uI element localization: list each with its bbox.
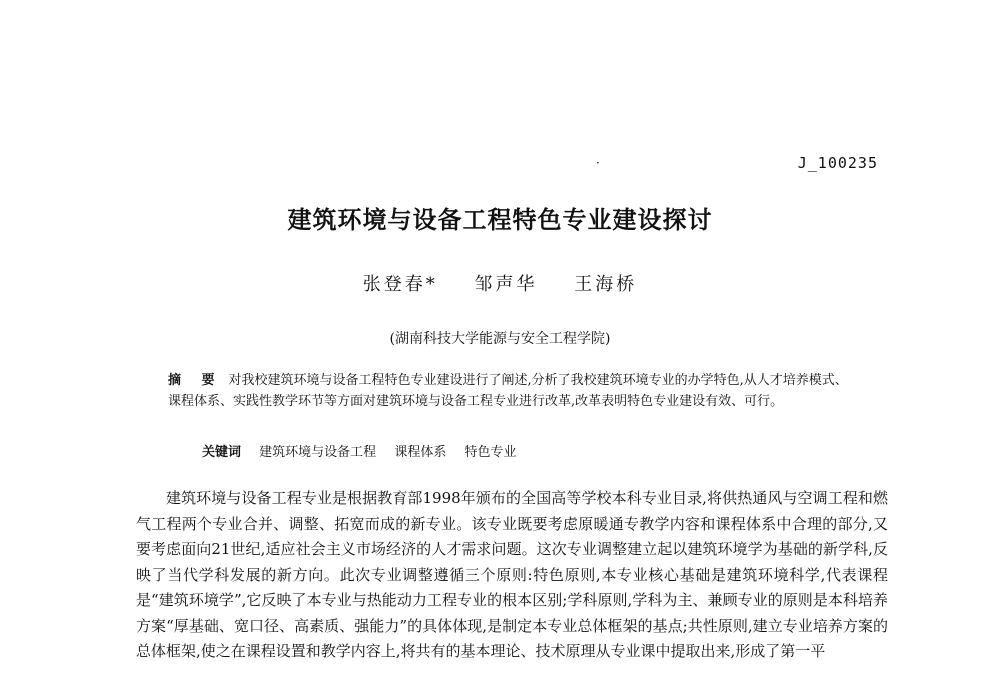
scan-dot: · — [596, 156, 600, 170]
keyword-2: 课程体系 — [394, 445, 447, 460]
author-1: 张登春* — [362, 274, 438, 295]
body-paragraph: 建筑环境与设备工程专业是根据教育部1998年颁布的全国高等学校本科专业目录,将供热通风与空调工程和燃气工程两个专业合并、调整、拓宽而成的新专业。该专业既要考虑原暖通专教学内容和课程体系中合理的部分,又要考虑面向21世纪,适应社会主义市场经济的人才需求问题。这次专业调整建立起以建筑环境学为基础的新学科,反映了当代学科发展的新方向。此次专业调整遵循三个原则:特色原则,本专业核心基础是建筑环境科学,代表课程是“建筑环境学”,它反映了本专业与热能动力工程专业的根本区别;学科原则,学科为主、兼顾专业的原则是本科培养方案“厚基础、宽口径、高素质、强能力”的具体体现,是制定本专业总体框架的基点;共性原则,建立专业培养方案的总体框架,使之在课程设置和教学内容上,将共有的基本理论、技术原理从专业课中提取出来,形成了第一平 — [136, 489, 888, 660]
document-id: J_100235 — [797, 154, 878, 172]
keywords-label: 关键词 — [202, 445, 242, 460]
affiliation: (湖南科技大学能源与安全工程学院) — [389, 331, 611, 347]
keywords — [202, 441, 530, 460]
paper-title: 建筑环境与设备工程特色专业建设探讨 — [287, 206, 713, 234]
author-2: 邹声华 — [474, 274, 538, 295]
abstract — [168, 370, 858, 412]
abstract-text: 对我校建筑环境与设备工程特色专业建设进行了阐述,分析了我校建筑环境专业的办学特色,从人才培养模式、课程体系、实践性教学环节等方面对建筑环境与设备工程专业进行改革,改革表明特色专业建设有效、可行。 — [168, 373, 848, 409]
author-list — [0, 270, 1000, 296]
keyword-1: 建筑环境与设备工程 — [259, 445, 377, 460]
keyword-3: 特色专业 — [464, 445, 517, 460]
author-3: 王海桥 — [574, 274, 638, 295]
abstract-label: 摘 要 — [168, 373, 223, 388]
